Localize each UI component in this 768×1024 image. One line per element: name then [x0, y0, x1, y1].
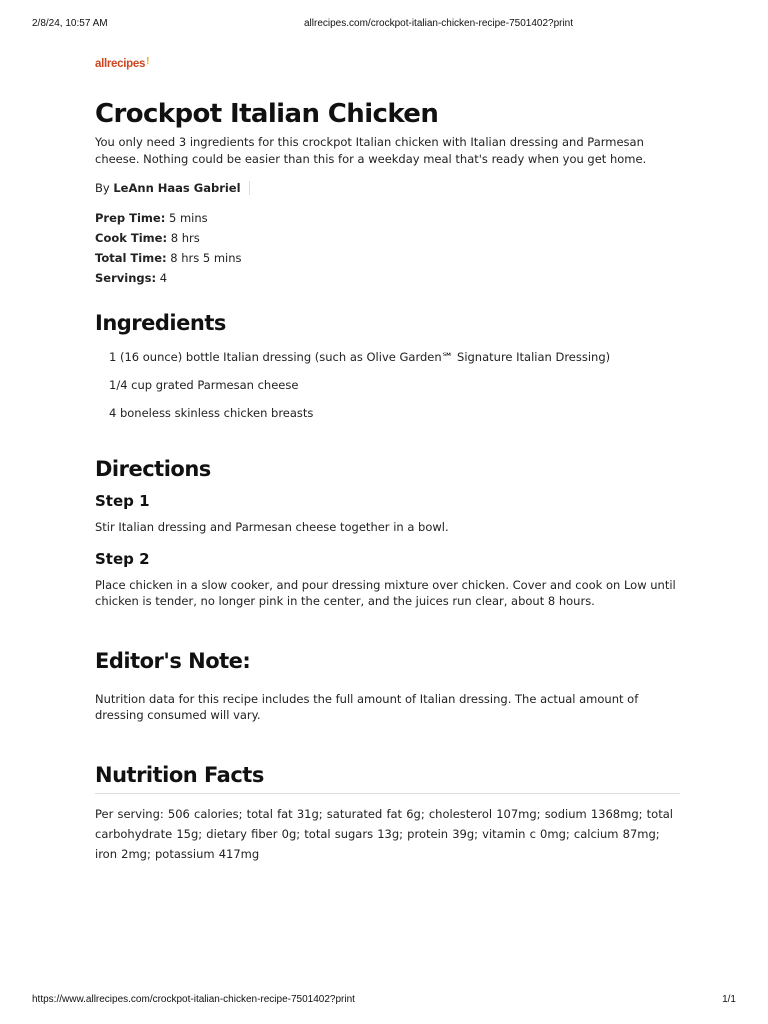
byline — [95, 180, 680, 196]
logo-text: allrecipes — [95, 58, 146, 70]
ingredient-item: 4 boneless skinless chicken breasts — [109, 406, 314, 420]
footer-url: https://www.allrecipes.com/crockpot-italian-chicken-recipe-7501402?print — [32, 994, 355, 1005]
recipe-title: Crockpot Italian Chicken — [95, 99, 439, 129]
allrecipes-logo — [95, 58, 149, 78]
ingredient-item: 1/4 cup grated Parmesan cheese — [109, 378, 299, 392]
page-count: 1/1 — [722, 994, 736, 1005]
author-name[interactable]: LeAnn Haas Gabriel — [113, 181, 249, 195]
meta-prep-time — [95, 208, 680, 228]
nutrition-text: Per serving: 506 calories; total fat 31g; saturated fat 6g; cholesterol 107mg; sodium 1368mg; total carbohydrate 15g; dietary fiber 0g; total sugars 13g; protein 39g; vitamin c 0mg; calcium 87mg; iron 2mg; potassium 417mg — [95, 807, 673, 861]
step-2-title: Step 2 — [95, 550, 150, 568]
step-1-title: Step 1 — [95, 492, 150, 510]
recipe-summary: You only need 3 ingredients for this crockpot Italian chicken with Italian dressing and Parmesan cheese. Nothing could be easier than this for a weekday meal that's ready when you get home. — [95, 135, 647, 166]
step-1-text: Stir Italian dressing and Parmesan cheese together in a bowl. — [95, 520, 449, 534]
meta-total-time — [95, 248, 680, 268]
ingredients-heading: Ingredients — [95, 311, 226, 335]
by-label: By — [95, 181, 110, 195]
meta-value: 5 mins — [168, 211, 208, 225]
meta-label: Servings: — [95, 271, 157, 285]
recipe-meta — [95, 208, 680, 288]
ingredient-item: 1 (16 ounce) bottle Italian dressing (such as Olive Garden℠ Signature Italian Dressing) — [109, 350, 611, 364]
directions-heading: Directions — [95, 457, 211, 481]
print-url: allrecipes.com/crockpot-italian-chicken-recipe-7501402?print — [304, 18, 574, 29]
meta-label: Cook Time: — [95, 231, 168, 245]
ingredients-list — [95, 349, 680, 421]
print-datetime: 2/8/24, 10:57 AM — [32, 18, 108, 29]
step-2-text: Place chicken in a slow cooker, and pour dressing mixture over chicken. Cover and cook on Low until chicken is tender, no longer pink in the center, and the juices run clear, about 8 hours. — [95, 578, 676, 608]
meta-value: 8 hrs — [170, 231, 200, 245]
recipe-page — [95, 52, 680, 864]
nutrition-heading: Nutrition Facts — [95, 761, 680, 794]
meta-value: 8 hrs 5 mins — [170, 251, 242, 265]
meta-cook-time — [95, 228, 680, 248]
meta-label: Total Time: — [95, 251, 167, 265]
meta-value: 4 — [159, 271, 168, 285]
logo-mark-icon: ! — [146, 56, 150, 67]
editors-note-text: Nutrition data for this recipe includes the full amount of Italian dressing. The actual amount of dressing consumed will vary. — [95, 692, 639, 722]
editors-note-heading: Editor's Note: — [95, 649, 251, 673]
meta-label: Prep Time: — [95, 211, 166, 225]
meta-servings — [95, 268, 680, 288]
